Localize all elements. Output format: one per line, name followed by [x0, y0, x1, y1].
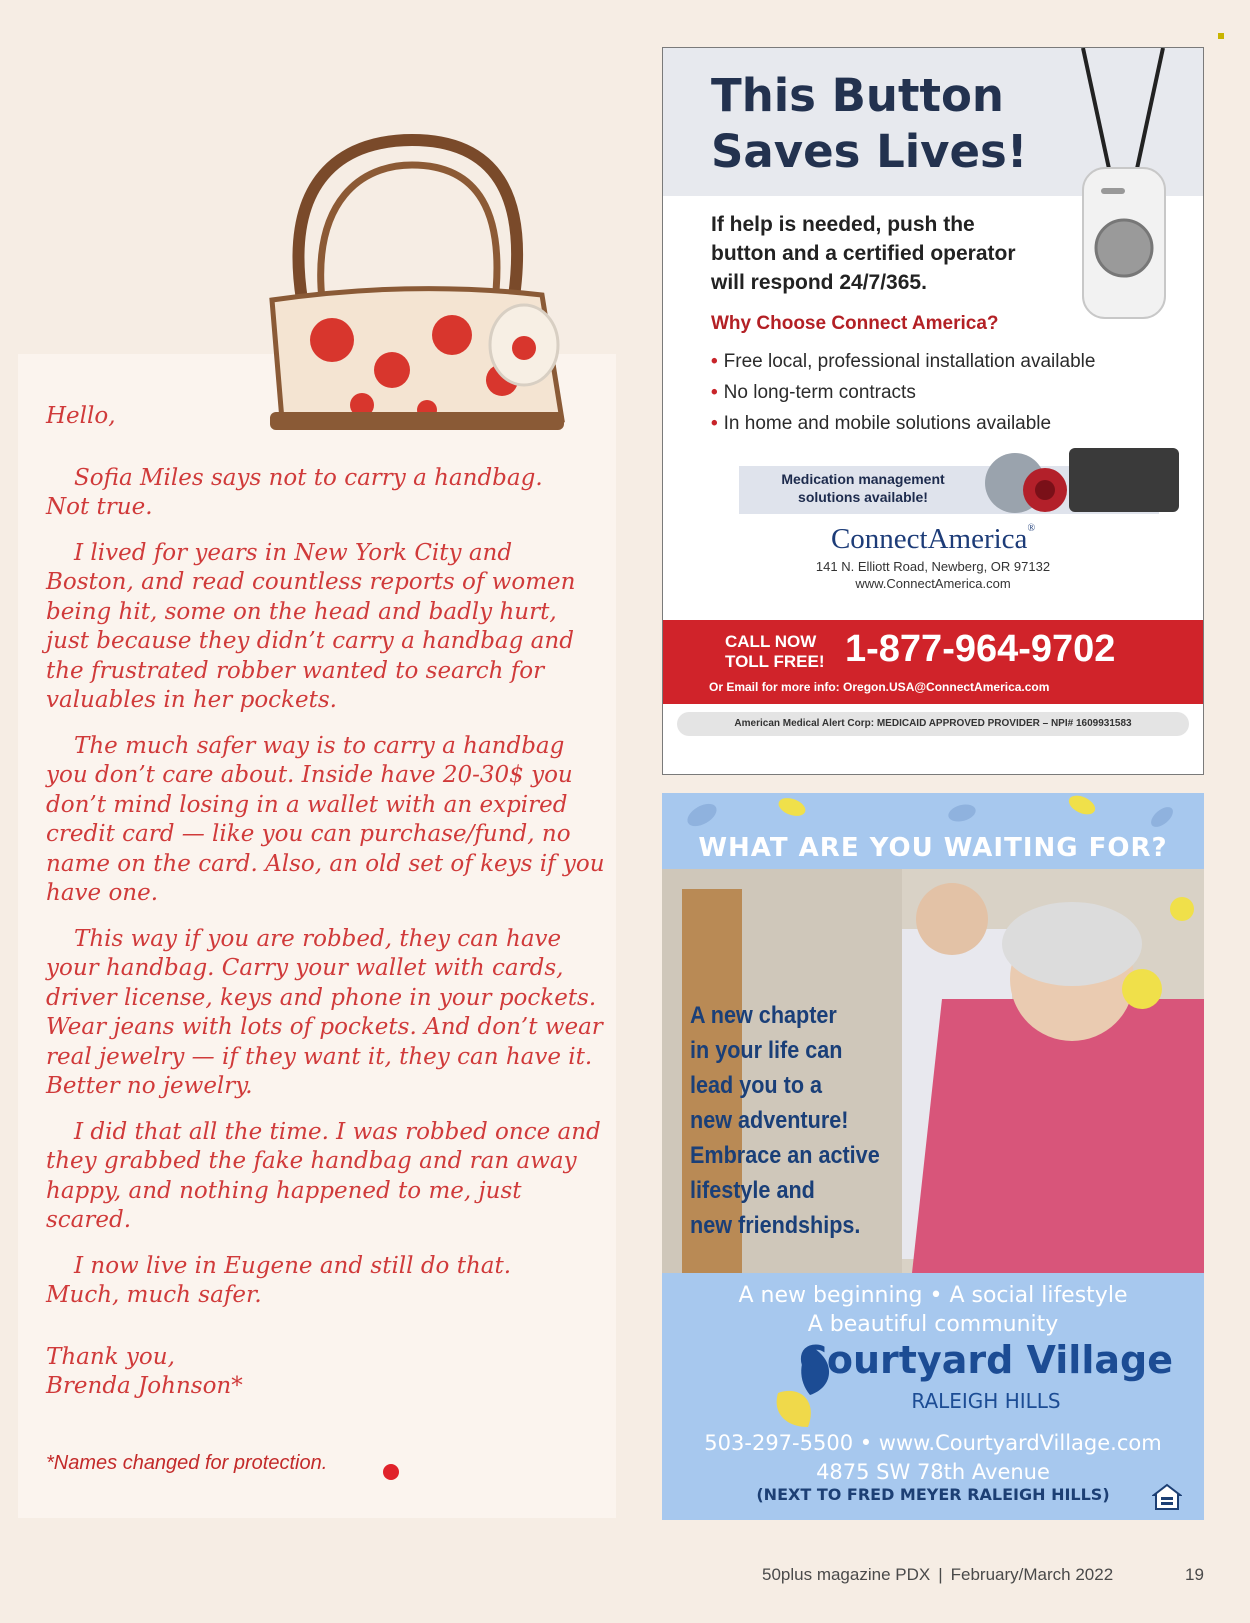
medication-text: Medication management solutions available! — [781, 471, 945, 505]
waiting-headline: WHAT ARE YOU WAITING FOR? — [698, 833, 1168, 863]
letter-paragraph: The much safer way is to carry a handbag you don’t care about. Inside have 20-30$ you don’t mind losing in a wallet with an expired credit card — like you can purchase/fund, no name on the card. Also, an old set of keys if you have one. — [46, 732, 605, 906]
email-info: Or Email for more info: Oregon.USA@ConnectAmerica.com — [709, 680, 1050, 694]
letter-paragraph: I did that all the time. I was robbed once and they grabbed the fake handbag and ran away happy, and nothing happened to me, just scared. — [46, 1118, 601, 1233]
letter-card — [18, 354, 616, 1518]
letter-body — [46, 402, 606, 1402]
corner-mark-icon — [1218, 33, 1224, 39]
letter-paragraph: Not true. — [46, 494, 153, 520]
courtyard-village-name: Courtyard Village — [799, 1338, 1173, 1382]
connect-america-ad — [662, 47, 1204, 775]
connect-america-logo: ConnectAmerica® — [830, 523, 1036, 555]
courtyard-village-ad — [662, 793, 1204, 1520]
letter-paragraph: This way if you are robbed, they can have your handbag. Carry your wallet with cards, driver license, keys and phone in your pockets. Wear jeans with lots of pockets. And don’t wear real jewelry — if they want it, they can have it. Better no jewelry. — [46, 925, 603, 1099]
page-number: 19 — [1185, 1565, 1204, 1584]
community-tagline: A new beginning • A social lifestyle A beautiful community — [738, 1283, 1128, 1337]
benefit-item: • In home and mobile solutions available — [711, 413, 1052, 434]
benefit-item: • No long-term contracts — [711, 382, 916, 403]
letter-paragraph: Sofia Miles says not to carry a handbag. — [74, 464, 543, 491]
letter-closing: Thank you, — [46, 1343, 175, 1370]
letter-paragraph: I lived for years in New York City and Boston, and read countless reports of women being hit, some on the head and badly hurt, just because they didn’t carry a handbag and the frustrated robber wanted to search for valuables in her pockets. — [46, 539, 576, 713]
pill-organizer-icon — [1069, 448, 1179, 512]
letter-greeting: Hello, — [46, 403, 116, 429]
call-band — [663, 620, 1203, 704]
benefit-item: • Free local, professional installation available — [711, 351, 1096, 372]
issue-date: February/March 2022 — [950, 1565, 1114, 1584]
footer-separator: | — [938, 1565, 943, 1584]
company-address: 141 N. Elliott Road, Newberg, OR 97132 www.ConnectAmerica.com — [815, 559, 1051, 591]
handbag-image — [262, 130, 592, 440]
contact-info: 503-297-5500 • www.CourtyardVillage.com 4875 SW 78th Avenue — [704, 1431, 1162, 1484]
landmark-note: (NEXT TO FRED MEYER RALEIGH HILLS) — [756, 1485, 1110, 1504]
equal-housing-icon — [1152, 1483, 1182, 1511]
letter-paragraph: I now live in Eugene and still do that. — [74, 1252, 512, 1279]
benefit-list — [711, 346, 1095, 439]
ad-headline: This Button Saves Lives! — [711, 69, 1028, 178]
letter-footnote: *Names changed for protection. — [46, 1452, 328, 1474]
page-footer — [762, 1565, 1113, 1585]
pill-dispenser-icon — [983, 450, 1073, 516]
end-mark-icon — [383, 1464, 399, 1480]
why-choose-heading: Why Choose Connect America? — [711, 313, 999, 334]
decorative-leaves-icon — [662, 793, 1204, 833]
letter-paragraph: Much, much safer. — [46, 1282, 262, 1308]
medicaid-provider-bar: American Medical Alert Corp: MEDICAID APPROVED PROVIDER – NPI# 1609931583 — [677, 712, 1189, 736]
alert-button-device-icon — [1043, 48, 1193, 378]
publication-name: 50plus magazine PDX — [762, 1565, 931, 1584]
ad-intro: If help is needed, push the button and a certified operator will respond 24/7/365. — [711, 213, 1016, 294]
letter-signature: Brenda Johnson* — [46, 1373, 243, 1399]
phone-number: 1-877-964-9702 — [845, 628, 1116, 670]
call-now-label: CALL NOW TOLL FREE! — [725, 632, 825, 671]
chapter-copy: A new chapter in your life can lead you to a new adventure! Embrace an active lifestyle and new friendships. — [690, 1002, 880, 1239]
raleigh-hills-label: RALEIGH HILLS — [911, 1389, 1061, 1413]
